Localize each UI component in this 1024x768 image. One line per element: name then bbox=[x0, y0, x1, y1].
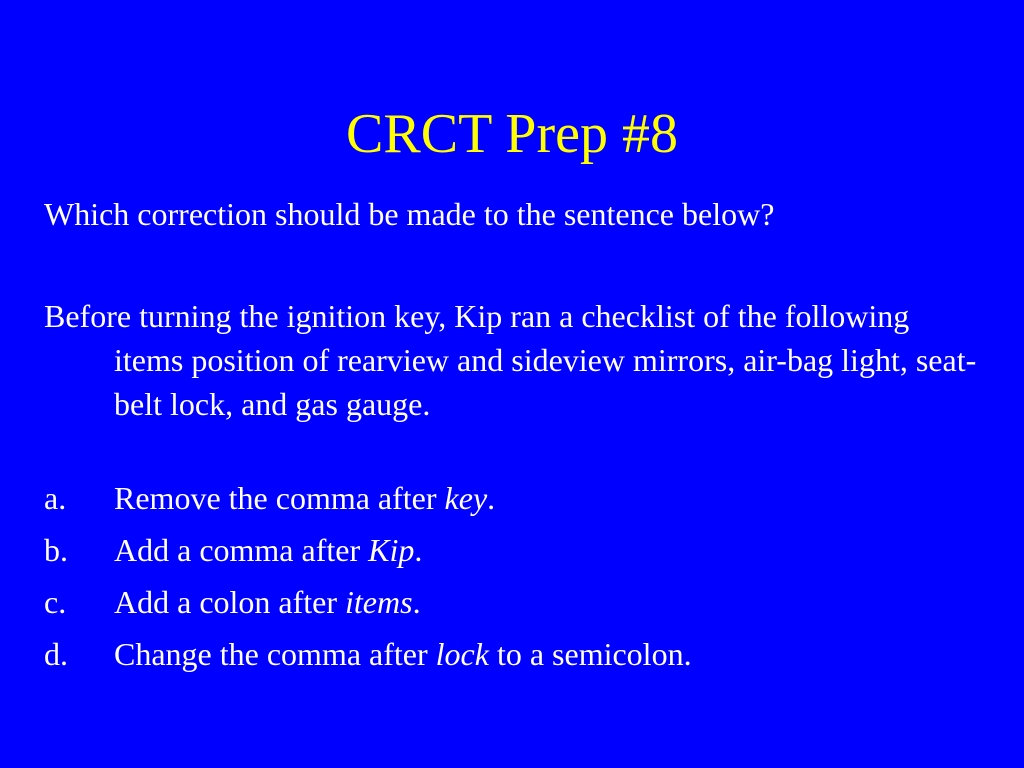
option-letter: d. bbox=[44, 636, 68, 672]
option-letter: c. bbox=[44, 584, 67, 620]
option-text-before: Change the comma after bbox=[114, 636, 436, 672]
option-text-after: . bbox=[412, 584, 421, 620]
answer-option-c bbox=[44, 580, 984, 632]
option-letter: a. bbox=[44, 480, 67, 516]
option-text-before: Add a colon after bbox=[114, 584, 346, 620]
option-letter: b. bbox=[44, 532, 68, 568]
option-text-before: Remove the comma after bbox=[114, 480, 445, 516]
option-text-after: . bbox=[487, 480, 496, 516]
option-text-italic: lock bbox=[435, 636, 489, 672]
option-text-italic: Kip bbox=[368, 532, 415, 568]
sentence-text: Before turning the ignition key, Kip ran a checklist of the following items position of rearview and sideview mirrors, air-bag light, seat-belt lock, and gas gauge. bbox=[44, 298, 977, 422]
question-text: Which correction should be made to the sentence below? bbox=[44, 196, 775, 232]
option-text bbox=[114, 580, 421, 624]
option-text-after: . bbox=[414, 532, 423, 568]
option-text bbox=[114, 528, 422, 572]
option-text-after: to a semicolon. bbox=[488, 636, 692, 672]
answer-option-d bbox=[44, 632, 984, 684]
option-text-italic: items bbox=[345, 584, 413, 620]
option-text bbox=[114, 632, 692, 676]
answer-option-a bbox=[44, 476, 984, 528]
answer-option-b bbox=[44, 528, 984, 580]
option-text bbox=[114, 476, 495, 520]
option-text-before: Add a comma after bbox=[114, 532, 369, 568]
option-text-italic: key bbox=[444, 480, 488, 516]
answer-options bbox=[44, 476, 984, 684]
slide-body bbox=[44, 192, 984, 684]
slide-title: CRCT Prep #8 bbox=[346, 103, 678, 165]
